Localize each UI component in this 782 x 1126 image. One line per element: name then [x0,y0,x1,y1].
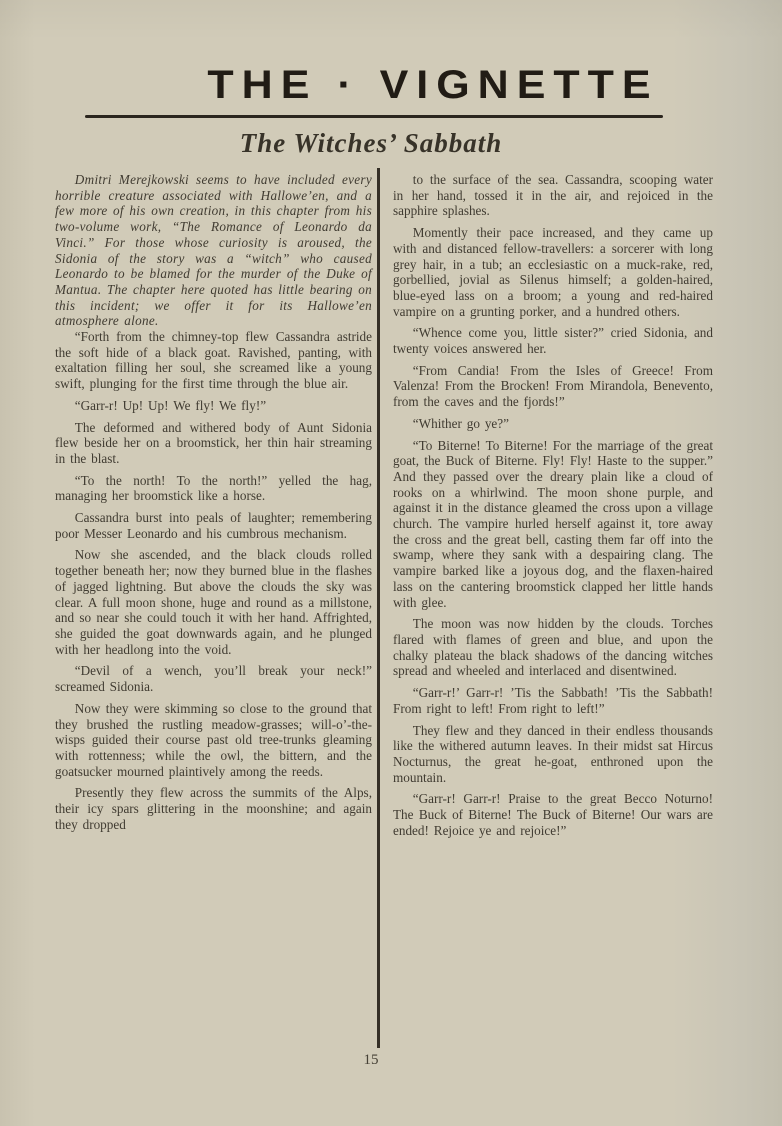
paragraph: The moon was now hidden by the clouds. Torches flared with flames of green and blue, and upon the chalky plateau the black shadows of the dancing witches spread and wheeled and interlaced and disentwined. [393,616,713,679]
paragraph: Momently their pace increased, and they came up with and distanced fellow-travellers: a sorcerer with long grey hair, in a tub; an ecclesiastic on a muck-rake, red, gorbellied, jovial as Silenus himself; a golden-haired, blue-eyed lass on a broom; a young and red-haired vampire on a grunting porker, and a hundred others. [393,225,713,319]
paragraph: They flew and they danced in their endless thousands like the withered autumn leaves. In their midst sat Hircus Nocturnus, the great he-goat, enthroned upon the mountain. [393,722,713,785]
paragraph: to the surface of the sea. Cassandra, scooping water in her hand, tossed it in the air, and rejoiced in the sapphire splashes. [393,172,713,219]
masthead-rule [85,115,663,118]
paragraph: “Forth from the chimney-top flew Cassandra astride the soft hide of a black goat. Ravished, panting, with exaltation filling her soul, she screamed like a young swift, plunging for the first time through the blue air. [55,329,372,392]
page-number: 15 [363,1052,379,1068]
article-title: The Witches’ Sabbath [239,128,503,158]
column-divider-rule [377,168,380,1048]
paragraph: “To Biterne! To Biterne! For the marriage of the great goat, the Buck of Biterne. Fly! Fly! Haste to the supper.” And they passed over the dreary plain like a cloud of rooks on a whirlwind. The moon shone purple, and against it in the distance gleamed the cross upon a village church. The vampire hurled herself against it, tore away the cross and the great bell, casting them far off into the swamp, where they sank with a despairing clang. The vampire barked like a joyous dog, and the flaxen-haired lass on the cantering broomstick clapped her little hands with glee. [393,437,713,610]
paragraph: Now they were skimming so close to the ground that they brushed the rustling meadow-grasses; will-o’-the-wisps guided their course past old tree-trunks gleaming with rottenness; while the owl, the bittern, and the goatsucker mourned plaintively among the reeds. [55,700,372,779]
paragraph: “To the north! To the north!” yelled the hag, managing her broomstick like a horse. [55,472,372,504]
paragraph: “Garr-r! Up! Up! We fly! We fly!” [74,397,267,413]
paragraph: “Devil of a wench, you’ll break your neck!” screamed Sidonia. [55,663,372,695]
paragraph: Presently they flew across the summits of the Alps, their icy spars glittering in the moonshine; and again they dropped [55,785,372,832]
paragraph: “Garr-r!’ Garr-r! ’Tis the Sabbath! ’Tis the Sabbath! From right to left! From right to left!” [393,685,713,716]
paragraph: Now she ascended, and the black clouds rolled together beneath her; now they burned blue in the flashes of jagged lightning. But above the clouds the sky was clear. A full moon shone, huge and round as a millstone, and so near she could touch it with her hand. Affrighted, she guided the goat downwards again, and he plunged with her headlong into the void. [55,547,372,657]
paragraph: “Garr-r! Garr-r! Praise to the great Becco Noturno! The Buck of Biterne! The Buck of Biterne! Our wars are ended! Rejoice ye and rejoice!” [393,791,713,838]
paragraph: “From Candia! From the Isles of Greece! From Valenza! From the Brocken! From Mirandola, Benevento, from the caves and the fjords!” [393,362,713,410]
right-column [393,172,713,838]
paragraph: Cassandra burst into peals of laughter; remembering poor Messer Leonardo and his cumbrous mechanism. [55,510,372,541]
paragraph: “Whither go ye?” [412,415,509,431]
left-column-body [55,329,372,832]
paragraph: “Whence come you, little sister?” cried Sidonia, and twenty voices answered her. [393,325,713,357]
masthead-title: THE · VIGNETTE [207,62,659,108]
right-column-body [393,172,713,838]
left-column [55,172,372,832]
intro-paragraph: Dmitri Merejkowski seems to have included every horrible creature associated with Hallowe’en, and a few more of his own creation, in this chapter from his two-volume work, “The Romance of Leonardo da Vinci.” For those whose curiosity is aroused, the Sidonia of the story was a “witch” who caused Leonardo to be blamed for the murder of the Duke of Mantua. The chapter here quoted has little bearing on this incident; we offer it for its Hallowe’en atmosphere alone. [55,172,372,329]
paragraph: The deformed and withered body of Aunt Sidonia flew beside her on a broomstick, her thin hair streaming in the blast. [55,419,372,466]
